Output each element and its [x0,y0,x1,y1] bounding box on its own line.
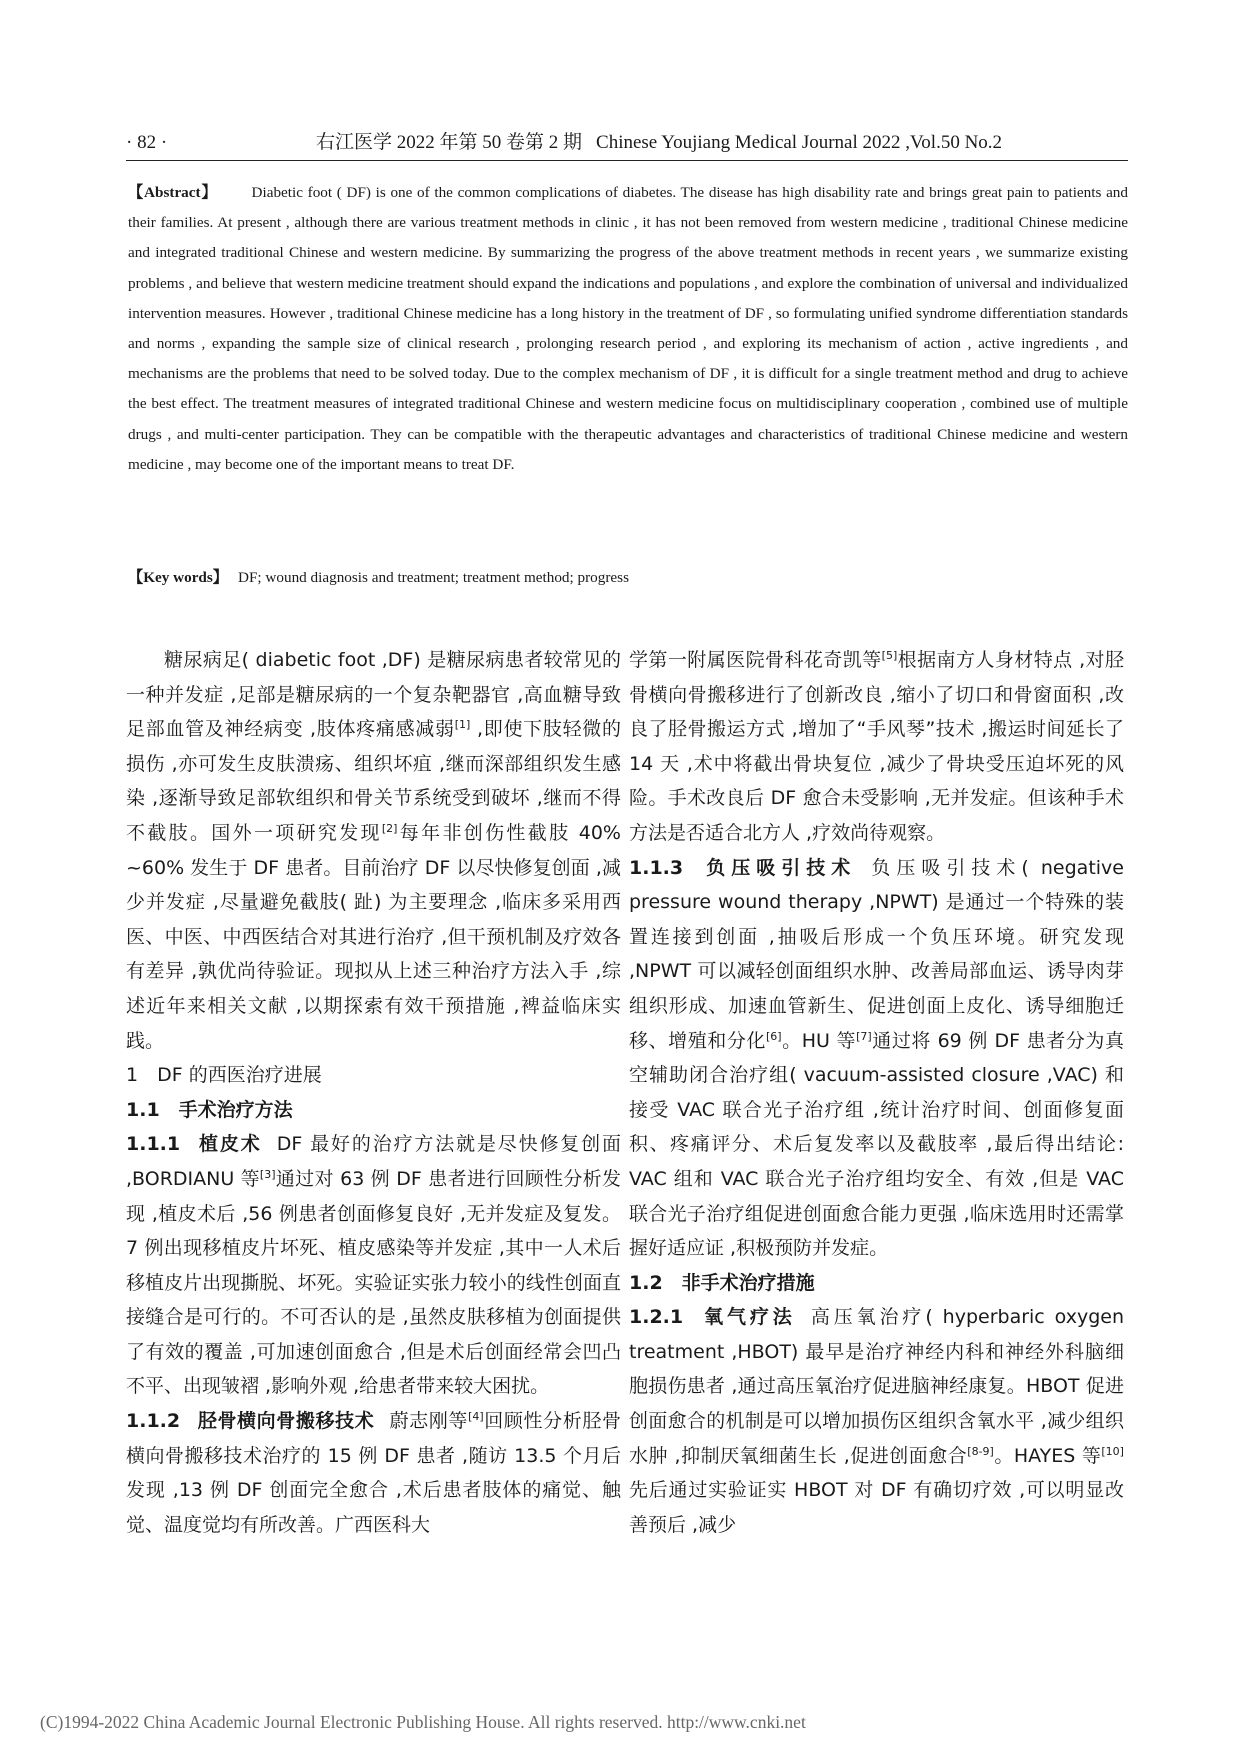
left-column [126,643,621,1542]
citation: [2] [381,821,398,835]
abstract-text: Diabetic foot ( DF) is one of the common complications of diabetes. The disease has high disability rate and brings great pain to patients and their families. At present , although there are various treatment methods in clinic , it has not been removed from western medicine , traditional Chinese medicine and integrated traditional Chinese and western medicine. By summarizing the progress of the above treatment methods in recent years , we summarize existing problems , and believe that western medicine treatment should expand the indications and populations , and explore the combination of universal and individualized intervention measures. However , traditional Chinese medicine has a long history in the treatment of DF , so formulating unified syndrome differentiation standards and norms , expanding the sample size of clinical research , prolonging research period , and exploring its mechanism of action , active ingredients , and mechanisms are the problems that need to be solved today. Due to the complex mechanism of DF , it is difficult for a single treatment method and drug to achieve the best effect. The treatment measures of integrated traditional Chinese and western medicine focus on multidisciplinary cooperation , combined use of multiple drugs , and multi-center participation. They can be compatible with the therapeutic advantages and characteristics of traditional Chinese medicine and western medicine , may become one of the important means to treat DF. [128,184,1128,473]
body-text: 蔚志刚等 [389,1410,469,1433]
section-title: 手术治疗方法 [178,1098,293,1121]
body-text: 学第一附属医院骨科花奇凯等 [629,649,882,671]
intro-text-c: 每年非创伤性截肢 40% ~60% 发生于 DF 患者。目前治疗 DF 以尽快修复创面 ,减少并发症 ,尽量避免截肢( 趾) 为主要理念 ,临床多采用西医、中医、中西医结合对其进行治疗 ,但干预机制及疗效各有差异 ,孰优尚待验证。现拟从上述三种治疗方法入手 ,综述近年来相关文献 ,以期探索有效干预措施 ,裨益临床实践。 [126,821,621,1052]
section-title: 氧气疗法 [700,1306,796,1329]
section-heading-1 [126,1058,621,1093]
section-title: 非手术治疗措施 [681,1271,815,1294]
body-text: DF 最好的治疗方法就是尽快修复创面 ,BORDIANU 等 [126,1133,621,1190]
section-heading-1-1 [126,1093,621,1128]
journal-title-en: Chinese Youjiang Medical Journal 2022 ,Vol.50 No.2 [596,132,1003,153]
citation: [8-9] [967,1444,994,1458]
citation: [4] [468,1410,484,1424]
citation: [5] [881,649,898,662]
abstract-label: 【Abstract】 [128,184,218,201]
citation: [10] [1101,1444,1124,1458]
citation: [7] [856,1029,872,1043]
section-title: 负压吸引技术 [700,856,857,879]
subsection-1-1-3 [629,851,1124,1266]
keywords-label: 【Key words】 [128,569,228,586]
section-number: 1.2.1 [629,1306,684,1329]
section-number: 1.1 [126,1098,160,1121]
section-number: 1.2 [629,1271,663,1294]
intro-text-a: 糖尿病足( diabetic foot ,DF) 是糖尿病患者较常见的一种并发症 ,足部是糖尿病的一个复杂靶器官 ,高血糖导致足部血管及神经病变 ,肢体疼痛感减弱 [126,649,621,741]
body-text: 先后通过实验证实 HBOT 对 DF 有确切疗效 ,可以明显改善预后 ,减少 [629,1479,1124,1536]
keywords [128,563,1128,593]
body-text: 回顾性分析胫骨横向骨搬移技术治疗的 15 例 DF 患者 ,随访 13.5 个月后发现 ,13 例 DF 创面完全愈合 ,术后患者肢体的痛觉、触觉、温度觉均有所改善。广西医科大 [126,1410,621,1536]
subsection-1-1-1 [126,1127,621,1404]
body-text: 通过对 63 例 DF 患者进行回顾性分析发现 ,植皮术后 ,56 例患者创面修复良好 ,无并发症及复发。7 例出现移植皮片坏死、植皮感染等并发症 ,其中一人术后移植皮片出现撕脱、坏死。实验证实张力较小的线性创面直接缝合是可行的。不可否认的是 ,虽然皮肤移植为创面提供了有效的覆盖 ,可加速创面愈合 ,但是术后创面经常会凹凸不平、出现皱褶 ,影响外观 ,给患者带来较大困扰。 [126,1167,621,1398]
citation: [1] [454,718,471,732]
body-text: 通过将 69 例 DF 患者分为真空辅助闭合治疗组( vacuum-assisted closure ,VAC) 和接受 VAC 联合光子治疗组 ,统计治疗时间、创面修复面积、疼痛评分、术后复发率以及截肢率 ,最后得出结论: VAC 组和 VAC 联合光子治疗组均安全、有效 ,但是 VAC 联合光子治疗组促进创面愈合能力更强 ,临床选用时还需掌握好适应证 ,积极预防并发症。 [629,1029,1124,1260]
body-text: 高压氧治疗( hyperbaric oxygen treatment ,HBOT) 最早是治疗神经内科和神经外科脑细胞损伤患者 ,通过高压氧治疗促进脑神经康复。HBOT 促进创面愈合的机制是可以增加损伤区组织含氧水平 ,减少组织水肿 ,抑制厌氧细菌生长 ,促进创面愈合 [629,1306,1124,1467]
body-text: 。HU 等 [781,1029,857,1052]
section-title: DF 的西医治疗进展 [157,1064,322,1087]
abstract [128,178,1128,480]
section-title: 植皮术 [197,1133,262,1156]
right-column [629,643,1124,1542]
citation: [6] [765,1029,782,1043]
running-header [126,118,1128,161]
keywords-text: DF; wound diagnosis and treatment; treatment method; progress [237,569,629,586]
section-number: 1.1.2 [126,1410,181,1433]
page-number: · 82 · [126,132,168,153]
intro-text-b: ,即使下肢轻微的损伤 ,亦可发生皮肤溃疡、组织坏疽 ,继而深部组织发生感染 ,逐渐导致足部软组织和骨关节系统受到破坏 ,继而不得不截肢。国外一项研究发现 [126,718,621,844]
copyright-footer: (C)1994-2022 China Academic Journal Electronic Publishing House. All rights reserved. http://www.cnki.net [40,1712,806,1732]
subsection-1-1-2 [126,1404,621,1542]
journal-title-cn: 右江医学 2022 年第 50 卷第 2 期 [316,132,583,153]
body-text: 负压吸引技术( negative pressure wound therapy ,NPWT) 是通过一个特殊的装置连接到创面 ,抽吸后形成一个负压环境。研究发现 ,NPWT 可以减轻创面组织水肿、改善局部血运、诱导肉芽组织形成、加速血管新生、促进创面上皮化、诱导细胞迁移、增殖和分化 [629,856,1124,1052]
body-text: 根据南方人身材特点 ,对胫骨横向骨搬移进行了创新改良 ,缩小了切口和骨窗面积 ,改良了胫骨搬运方式 ,增加了“手风琴”技术 ,搬运时间延长了 14 天 ,术中将截出骨块复位 ,减少了骨块受压迫坏死的风险。手术改良后 DF 愈合未受影响 ,无并发症。但该种手术方法是否适合北方人 ,疗效尚待观察。 [629,649,1124,844]
intro-paragraph [126,643,621,1058]
citation: [3] [259,1167,276,1181]
subsection-1-2-1 [629,1300,1124,1542]
body-text: 。HAYES 等 [993,1444,1102,1467]
section-number: 1.1.1 [126,1133,181,1156]
section-title: 胫骨横向骨搬移技术 [197,1410,375,1433]
section-number: 1.1.3 [629,856,684,879]
continued-paragraph [629,643,1124,851]
section-number: 1 [126,1064,139,1087]
section-heading-1-2 [629,1266,1124,1301]
